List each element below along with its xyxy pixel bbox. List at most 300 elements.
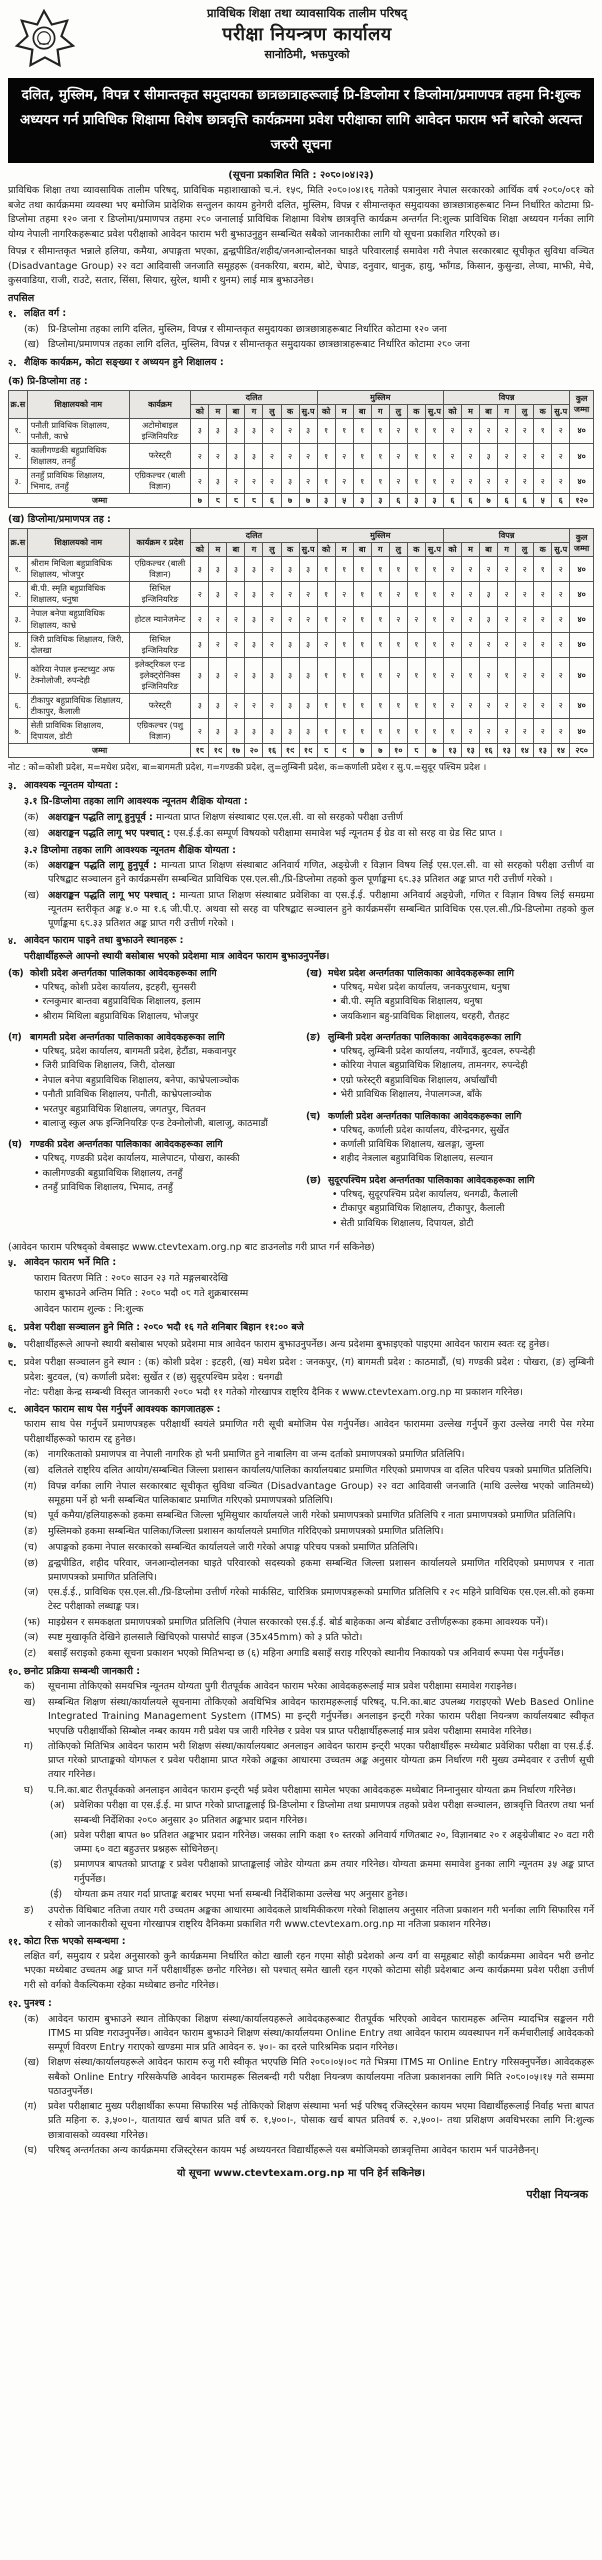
quota-cell: २	[299, 443, 317, 468]
quota-cell: १	[317, 443, 335, 468]
quota-cell: १	[498, 657, 516, 693]
item-text: उपरोक्त विधिबाट नतिजा तयार गरी उच्चतम अङ्कका आधारमा आवेदकले प्राथमिकीकरण गरेको शिक्षालय अनुसार नतिजा प्रकाशन गरी भर्नाका लागि सिफारिस गर्ने र सोको जानकारीको सूचना गोरखापत्र राष्ट्रिय दैनिकमा प्रकाशित गरी www.ctevtexam.org.np मा नतिजा प्रकाशन गरिनेछ।	[48, 1904, 594, 1930]
quota-cell: २	[516, 557, 534, 582]
item-text: माइग्रेसन र समकक्षता प्रमाणपत्रको प्रमाणित प्रतिलिपि (नेपाल सरकारको एस.ई.ई. बोर्ड बाहेकका अन्य बोर्डबाट उत्तीर्णहरूका हकमा आवश्यक पर्ने)।	[48, 1616, 549, 1628]
quota-cell: ३	[209, 719, 227, 744]
quota-cell: १	[407, 469, 425, 494]
tapasil-label: तपसिल	[8, 292, 35, 304]
table-header-cell: सु.प	[552, 404, 570, 418]
quota-cell: २	[281, 443, 299, 468]
section-11-text: लक्षित वर्ग, समुदाय र प्रदेश अनुसारको कुनै कार्यक्रममा निर्धारित कोटा खाली रहन गएमा सोही प्रदेशको अन्य वर्ग वा समूहबाट सोही कार्यक्रममा आवेदन भरी छनोट भएका मध्येबाट उच्चतम अङ्क प्राप्त गर्ने परीक्षार्थीहरू छनोट गरिनेछ। सो पश्चात् समेत खाली रहन गएको कोटामा सोही प्रदेशबाट अन्य कार्यक्रममा प्रवेश परीक्षा उत्तीर्ण गरी सो वर्गको वैकल्पिकमा रहेका मध्येबाट छनोट गरिनेछ।	[24, 1950, 594, 1992]
item-text: प.नि.का.बाट रीतपूर्वकको अनलाइन आवेदन फाराम इन्ट्री भई प्रवेश परीक्षामा सामेल भएका आवेदकहरू मध्येबाट निम्नानुसार योग्यता क्रम निर्धारण गरिनेछ।	[48, 1784, 576, 1796]
list-item	[24, 1631, 594, 1646]
program-cell: एग्रिकल्चर (बाली विज्ञान)	[129, 557, 191, 582]
office-name: परीक्षा नियन्त्रण कार्यालय	[222, 24, 392, 45]
quota-cell: १	[371, 607, 389, 632]
table-row: ३. नेपाल बनेपा बहुप्राविधिक शिक्षालय, काभ्रे होटल म्यानेजमेन्ट २ २ २ ३ २ २ २ १ २ १ १ २ २ १ २ २ ३ २ २ २ २ ४०	[9, 607, 594, 632]
quota-cell: २	[498, 557, 516, 582]
table-header-cell: विपन्न	[443, 529, 569, 543]
quota-cell: ३	[480, 582, 498, 607]
table-header-cell: बा	[480, 543, 498, 557]
item-label: ङ)	[24, 1904, 34, 1916]
item-label: (क)	[24, 2013, 39, 2025]
item-label: (ज)	[24, 1587, 39, 1599]
quota-cell: २	[498, 693, 516, 718]
quota-cell: २	[389, 469, 407, 494]
list-item	[24, 1557, 594, 1586]
quota-cell: ३	[299, 657, 317, 693]
school-name-cell: पनौती प्राविधिक शिक्षालय, पनौती, काभ्रे	[27, 418, 129, 443]
item-text: प्रवेश परीक्षाबाट मुख्य परीक्षार्थीका रूपमा सिफारिस भई तोकिएको शिक्षण संस्थामा भर्ना भई परिषद् रजिस्ट्रेसन कायम भएमा विद्यार्थीहरूलाई निर्वाह भत्ता बापत प्रति महिना रु. ३,५००।-, यातायात खर्च बापत प्रति वर्ष रु. १,५००।-, पोसाक खर्च बापत प्रतिवर्ष रु. २,५००।- तथा प्रशिक्षण अवधिभरका लागि नि:शुल्क छात्रावासको व्यवस्था गरिनेछ।	[48, 2101, 594, 2141]
quota-cell: ३	[245, 443, 263, 468]
item-text: सूचनामा तोकिएको समयभित्र न्यूनतम योग्यता पुगी रीतपूर्वक आवेदन फाराम भरेका आवेदकहरूलाई मात्र प्रवेश परीक्षामा समावेश गराइनेछ।	[48, 1681, 517, 1693]
quota-cell: २	[461, 443, 479, 468]
quota-cell: २	[516, 719, 534, 744]
section-9-title: आवेदन फाराम साथ पेस गर्नुपर्ने आवश्यक कागजातहरू :	[24, 1404, 221, 1416]
table-header-cell: सु.प	[299, 543, 317, 557]
province-location-list	[306, 981, 594, 1024]
quota-cell: १	[389, 693, 407, 718]
quota-cell: १	[425, 607, 443, 632]
location-item: • रत्नकुमार बान्तवा बहुप्राविधिक शिक्षालय, इलाम	[34, 995, 296, 1009]
table-header-cell: म	[461, 543, 479, 557]
quota-cell: २	[227, 469, 245, 494]
quota-cell: ३	[281, 719, 299, 744]
row-total-cell: ४०	[570, 557, 594, 582]
quota-cell: २	[516, 607, 534, 632]
location-item: • परिषद्, प्रदेश कार्यालय, बागमती प्रदेश, हेटौंडा, मकवानपुर	[34, 1045, 296, 1059]
table-header-cell: को	[317, 543, 335, 557]
table-total-row: जम्मा १८ १९ १७ २० १६ १९ १९ ८ ९ ७ ७ १० ८ ७ १३ १३ १६ १३ १४ १३ १४ २८०	[9, 744, 594, 758]
table-header-cell: म	[209, 543, 227, 557]
section-1-title: लक्षित वर्ग :	[24, 307, 67, 319]
quota-cell: २	[534, 693, 552, 718]
quota-cell: २	[516, 469, 534, 494]
table-header-cell: म	[335, 543, 353, 557]
quota-cell: २	[443, 469, 461, 494]
quota-cell: १	[534, 557, 552, 582]
province-location-list	[306, 1188, 594, 1231]
quota-cell: २	[191, 719, 209, 744]
table-row: २. कालीगण्डकी बहुप्राविधिक शिक्षालय, तनहुँ फरेस्ट्री २ २ ३ ३ २ २ २ १ २ १ १ २ १ १ २ २ ३ २ २ २ २ ४०	[9, 443, 594, 468]
quota-cell: १	[425, 693, 443, 718]
quota-cell: ३	[227, 557, 245, 582]
table-header-cell: क	[534, 404, 552, 418]
row-total-cell: ४०	[570, 443, 594, 468]
quota-cell: २	[443, 607, 461, 632]
province-block	[306, 1174, 594, 1231]
location-item: • पनौती प्राविधिक शिक्षालय, पनौती, काभ्रेपलाञ्चोक	[34, 1088, 296, 1102]
section-12-number: १२.	[8, 1998, 22, 2010]
quota-cell: १	[335, 693, 353, 718]
item-text: अक्षराङ्कन पद्धति लागू हुनुपूर्व : मान्यता प्राप्त शिक्षण संस्थाबाट अनिवार्य गणित, अङ्ग्रेजी र विज्ञान विषय लिई एस.एल.सी. वा सो सरहको परीक्षा उत्तीर्ण वा परिषद्बाट सञ्चालन हुने कार्यक्रमसँग सम्बन्धित प्राविधिक एस.एल.सी./प्रि-डिप्लोमा तहको कुल पूर्णाङ्कमा ६८.३३ प्रतिशत अङ्क प्राप्त गरी उत्तीर्ण गरेको ।	[48, 860, 594, 886]
quota-cell: २	[552, 632, 570, 657]
table-header-cell: बा	[227, 543, 245, 557]
province-location-list	[306, 1124, 594, 1167]
quota-cell: २	[461, 418, 479, 443]
section-8-text: प्रवेश परीक्षा सञ्चालन हुने स्थान : (क) कोशी प्रदेश : इटहरी, (ख) मधेश प्रदेश : जनकपुर, (ग) बागमती प्रदेश : काठमाडौं, (घ) गण्डकी प्रदेश : पोखरा, (ङ) लुम्बिनी प्रदेश: बुटवल, (च) कर्णाली प्रदेश: सुर्खेत र (छ) सुदूरपश्चिम प्रदेश : धनगढी	[24, 1357, 594, 1383]
quota-cell: ३	[245, 607, 263, 632]
province-heading: (ग) बागमती प्रदेश अन्तर्गतका पालिकाका आवेदकहरूका लागि	[8, 1032, 225, 1044]
table-header-cell: म	[335, 404, 353, 418]
school-name-cell: कालीगण्डकी बहुप्राविधिक शिक्षालय, तनहुँ	[27, 443, 129, 468]
item-label: (ख)	[24, 339, 40, 351]
item-label: (ङ)	[24, 1526, 38, 1538]
quota-cell: २	[389, 582, 407, 607]
list-item	[24, 859, 594, 888]
quota-cell: १	[335, 657, 353, 693]
quota-cell: २	[498, 632, 516, 657]
section-11	[8, 1935, 594, 1994]
sub-list-item: (आ) प्रवेश परीक्षा बापत ७० प्रतिशत अङ्कभार प्रदान गरिनेछ। जसका लागि कक्षा १० स्तरको अनिवार्य गणितबाट २०, विज्ञानबाट २० र अङ्ग्रेजीबाट २० वटा गरी जम्मा ६० वटा बहुउत्तर प्रश्नहरू सोधिनेछन्।	[50, 1829, 594, 1856]
pre-diploma-quota-table	[8, 390, 594, 508]
quota-cell: १	[335, 418, 353, 443]
quota-cell: ३	[281, 469, 299, 494]
quota-cell: २	[263, 418, 281, 443]
row-total-cell: ४०	[570, 418, 594, 443]
quota-cell: २	[191, 469, 209, 494]
row-total-cell: ४०	[570, 657, 594, 693]
province-column-right	[306, 967, 594, 1238]
quota-cell: ३	[227, 443, 245, 468]
table-header-cell: लु	[516, 404, 534, 418]
list-item	[24, 2100, 594, 2143]
table-header-cell: बा	[353, 404, 371, 418]
table-header-cell: क	[281, 404, 299, 418]
quota-cell: ३	[245, 582, 263, 607]
table-row: ३. तनहुँ प्राविधिक शिक्षालय, भिमाद, तनहुँ एग्रिकल्चर (बाली विज्ञान) २ ३ २ २ २ ३ २ १ २ १ १ २ १ १ २ २ २ २ २ २ २ ४०	[9, 469, 594, 494]
school-name-cell: नेपाल बनेपा बहुप्राविधिक शिक्षालय, काभ्रे	[27, 607, 129, 632]
list-item	[24, 1680, 594, 1695]
item-text: अक्षराङ्कन पद्धति लागू हुनुपूर्व : मान्यता प्राप्त शिक्षण संस्थाबाट एस.एल.सी. वा सो सरहको परीक्षा उत्तीर्ण	[48, 812, 403, 824]
location-item: • टीकापुर बहुप्राविधिक शिक्षालय, टीकापुर, कैलाली	[332, 1202, 594, 1216]
item-label: (ख)	[24, 827, 40, 839]
row-total-cell: ४०	[570, 582, 594, 607]
quota-cell: ३	[281, 657, 299, 693]
table-header-cell: कुल जम्मा	[570, 390, 594, 418]
section-3-1-items	[24, 811, 594, 841]
section-12-items	[24, 2013, 594, 2159]
sub-list-item: (ई) योग्यता क्रम तयार गर्दा प्राप्ताङ्क बराबर भएमा भर्ना सम्बन्धी निर्देशिकामा उल्लेख भए अनुसार हुनेछ।	[50, 1888, 408, 1900]
table-row: १. पनौती प्राविधिक शिक्षालय, पनौती, काभ्रे अटोमोबाइल इन्जिनियरिङ ३ ३ ३ ३ २ २ ३ १ १ १ १ २ १ १ २ २ २ २ २ १ २ ४०	[9, 418, 594, 443]
quota-cell: २	[461, 607, 479, 632]
list-item	[24, 2056, 594, 2099]
table-header-cell: क	[407, 543, 425, 557]
quota-cell: २	[209, 443, 227, 468]
quota-cell: १	[407, 657, 425, 693]
quota-cell: २	[552, 443, 570, 468]
quota-cell: १	[317, 719, 335, 744]
quota-cell: ३	[191, 557, 209, 582]
list-item	[24, 1541, 594, 1556]
table-header-cell: ग	[245, 543, 263, 557]
section-5-lines	[24, 1271, 594, 1318]
quota-cell: २	[263, 607, 281, 632]
school-name-cell: श्रीराम मिथिला बहुप्राविधिक शिक्षालय, भोजपुर	[27, 557, 129, 582]
location-item: • तनहुँ प्राविधिक शिक्षालय, भिमाद, तनहुँ	[34, 1181, 296, 1195]
table-header-cell: क	[534, 543, 552, 557]
quota-cell: ३	[245, 557, 263, 582]
quota-cell: २	[227, 657, 245, 693]
table-header-cell: क्र.स	[9, 529, 28, 557]
quota-cell: १	[461, 657, 479, 693]
table-row: ४. जिरी प्राविधिक शिक्षालय, जिरी, दोलखा सिभिल इन्जिनियरिङ ३ २ २ ३ २ ३ ३ २ १ १ १ १ १ १ २ २ २ २ २ २ २ ४०	[9, 632, 594, 657]
table-b-caption: (ख) डिप्लोमा/प्रमाणपत्र तह :	[8, 514, 111, 526]
province-location-list	[306, 1045, 594, 1103]
section-8-note: नोट: परीक्षा केन्द्र सम्बन्धी विस्तृत जानकारी २०८० भदौ ११ गतेको गोरखापत्र राष्ट्रिय दैनिक र www.ctevtexam.org.np मा प्रकाशन गरिनेछ।	[24, 1386, 523, 1398]
quota-cell: १	[317, 582, 335, 607]
quota-cell: ३	[191, 632, 209, 657]
sub-list-item: (अ) प्रवेशिका परीक्षा वा एस.ई.ई. मा प्राप्त गरेको प्राप्ताङ्कलाई प्रि-डिप्लोमा र डिप्लोमा तथा प्रमाणपत्र तहको प्रवेश परीक्षा सञ्चालन, छात्रवृत्ति वितरण तथा भर्ना सम्बन्धी निर्देशिका २०८० अनुसार ३० प्रतिशत अङ्कभार प्रदान गरिनेछ।	[50, 1800, 594, 1826]
quota-cell: २	[263, 632, 281, 657]
item-text: प्रि-डिप्लोमा तहका लागि दलित, मुस्लिम, विपन्न र सीमान्तकृत समुदायका छात्रछात्राहरूबाट निर्धारित कोटामा १२० जना	[48, 323, 447, 335]
list-item	[24, 1448, 594, 1463]
quota-cell: ३	[191, 657, 209, 693]
quota-cell: २	[443, 582, 461, 607]
list-item	[24, 1509, 594, 1524]
section-5-title: आवेदन फाराम भर्ने मिति :	[24, 1256, 117, 1268]
sub-list-item: (इ) प्रमाणपत्र बापतको प्राप्ताङ्क र प्रवेश परीक्षाको प्राप्ताङ्कलाई जोडेर योग्यता क्रम तयार गरिनेछ। योग्यता क्रममा समावेश हुनका लागि न्यूनतम ३५ अङ्क प्राप्त गर्नुपर्नेछ।	[50, 1859, 594, 1885]
quota-cell: १	[353, 607, 371, 632]
item-label: (ट)	[24, 1647, 37, 1659]
item-label: (घ)	[24, 2144, 38, 2156]
item-label: (छ)	[24, 1557, 39, 1569]
quota-cell: १	[317, 693, 335, 718]
quota-cell: २	[263, 582, 281, 607]
quota-cell: १	[353, 632, 371, 657]
program-cell: एग्रिकल्चर (बाली विज्ञान)	[129, 469, 191, 494]
item-text: स्पष्ट मुखाकृति देखिने हालसालै खिचिएको पासपोर्ट साइज (35x45mm) को ३ प्रति फोटो।	[48, 1632, 363, 1644]
table-header-cell: बा	[353, 543, 371, 557]
letterhead	[8, 6, 594, 74]
item-label: घ)	[24, 1784, 34, 1796]
signature-exam-controller: परीक्षा नियन्त्रक	[526, 2187, 588, 2201]
section-2-title: शैक्षिक कार्यक्रम, कोटा सङ्ख्या र अध्ययन हुने शिक्षालय :	[24, 357, 224, 369]
quota-cell: २	[227, 693, 245, 718]
intro-paragraph-2: विपन्न र सीमान्तकृत भन्नाले हलिया, कमैया, अपाङ्गता भएका, द्वन्द्वपीडित/शहीद/जनआन्दोलनका घाइते परिवारलाई समावेश गरी नेपाल सरकारबाट सूचीकृत सुविधा वञ्चित (Disadvantage Group) २२ वटा आदिवासी जनजाति समूहहरू (वनकरिया, बराम, बोटे, चेपाङ, दनुवार, धानुक, हायु, झाँगड, किसान, कुसुन्डा, लेप्चा, माझी, मेचे, कुसवाडिया, राजी, राउटे, सतार, सिंसा, सियार, सुरेल, थामी र थुनम) लाई मात्र बुझाउनेछ।	[8, 245, 594, 287]
school-name-cell: सेती प्राविधिक शिक्षालय, दिपायल, डोटी	[27, 719, 129, 744]
quota-cell: २	[263, 469, 281, 494]
quota-cell: २	[552, 582, 570, 607]
table-header-cell: को	[317, 404, 335, 418]
location-item: • परिषद्, कर्णाली प्रदेश कार्यालय, वीरेन्द्रनगर, सुर्खेत	[332, 1124, 594, 1138]
quota-cell: ३	[299, 693, 317, 718]
quota-cell: १	[353, 657, 371, 693]
section-3	[8, 779, 594, 932]
table-row: ६. टीकापुर बहुप्राविधिक शिक्षालय, टीकापुर, कैलाली फरेस्ट्री ३ ३ २ २ २ ३ ३ १ १ १ १ १ १ १ २ २ २ २ २ २ २ ४०	[9, 693, 594, 718]
quota-cell: २	[498, 607, 516, 632]
table-header-cell: बा	[480, 404, 498, 418]
quota-cell: ३	[245, 657, 263, 693]
quota-cell: २	[461, 469, 479, 494]
school-name-cell: कोरिया नेपाल इन्स्टच्युट अफ टेक्नोलोजी, रुपन्देही	[27, 657, 129, 693]
quota-cell: ३	[299, 557, 317, 582]
quota-cell: १	[317, 469, 335, 494]
table-header-cell: सु.प	[299, 404, 317, 418]
school-name-cell: टीकापुर बहुप्राविधिक शिक्षालय, टीकापुर, कैलाली	[27, 693, 129, 718]
table-row: ५. कोरिया नेपाल इन्स्टच्युट अफ टेक्नोलोजी, रुपन्देही इलेक्ट्रिकल एन्ड इलेक्ट्रोनिक्स इन्जिनियरिङ ३ ३ २ ३ ३ ३ ३ १ १ १ १ २ १ १ २ १ २ १ २ २ २ ४०	[9, 657, 594, 693]
section-3-2-title: ३.२ डिप्लोमा तहका लागि आवश्यक न्यूनतम शैक्षिक योग्यता :	[24, 844, 236, 856]
form-date-line: फाराम वितरण मिति : २०८० साउन २३ गते मङ्गलबारदेखि	[34, 1272, 229, 1284]
quota-cell: १	[371, 557, 389, 582]
quota-cell: २	[480, 632, 498, 657]
table-note: नोट : को=कोशी प्रदेश, म=मधेश प्रदेश, बा=बागमती प्रदेश, ग=गण्डकी प्रदेश, लु=लुम्बिनी प्रदेश, क=कर्णाली प्रदेश र सु.प.=सुदूर पश्चिम प्रदेश ।	[8, 763, 487, 774]
section-10	[8, 1665, 594, 1932]
section-12-title: पुनश्च :	[24, 1997, 52, 2009]
item-text: मुस्लिमको हकमा सम्बन्धित पालिका/जिल्ला प्रशासन कार्यालयले प्रमाणित गरिदिएको प्रमाणपत्रको प्रमाणित प्रतिलिपि।	[48, 1526, 444, 1538]
quota-cell: ३	[209, 469, 227, 494]
table-header-cell: कुल जम्मा	[570, 529, 594, 557]
quota-cell: १	[353, 582, 371, 607]
quota-cell: २	[552, 418, 570, 443]
quota-cell: २	[534, 657, 552, 693]
table-header-cell: को	[191, 543, 209, 557]
office-location: सानोठिमी, भक्तपुरको	[264, 48, 350, 61]
quota-cell: १	[353, 557, 371, 582]
quota-cell: १	[425, 443, 443, 468]
item-bold-lead: अक्षराङ्कन पद्धति लागू भए पश्चात् :	[48, 827, 174, 839]
quota-cell: २	[227, 607, 245, 632]
table-header-cell: म	[209, 404, 227, 418]
published-date: (सूचना प्रकाशित मिति : २०८०।०४।२३)	[228, 169, 374, 181]
program-cell: होटल म्यानेजमेन्ट	[129, 607, 191, 632]
section-11-number: ११.	[8, 1937, 22, 1949]
quota-cell: ३	[281, 557, 299, 582]
table-header-cell: विपन्न	[443, 390, 569, 404]
program-cell: फरेस्ट्री	[129, 693, 191, 718]
location-item: • परिषद्, लुम्बिनी प्रदेश कार्यालय, नयाँगाउँ, बुटवल, रुपन्देही	[332, 1045, 594, 1059]
quota-cell: १	[425, 719, 443, 744]
location-item: • परिषद्, सुदूरपश्चिम प्रदेश कार्यालय, धनगढी, कैलाली	[332, 1188, 594, 1202]
program-cell: एग्रिकल्चर (पशु विज्ञान)	[129, 719, 191, 744]
table-header-cell: सु.प	[552, 543, 570, 557]
table-total-row: जम्मा ७ ८ ८ ८ ६ ७ ७ ३ ५ ३ ३ ६ ३ ३ ६ ६ ७ ६ ६ ५ ६ १२०	[9, 494, 594, 508]
notice-title-banner: दलित, मुस्लिम, विपन्न र सीमान्तकृत समुदायका छात्रछात्राहरूलाई प्रि-डिप्लोमा र डिप्लोमा/प्रमाणपत्र तहमा नि:शुल्क अध्ययन गर्न प्राविधिक शिक्षामा विशेष छात्रवृत्ति कार्यक्रममा प्रवेश परीक्षाका लागि आवेदन फाराम भर्ने बारेको अत्यन्त जरुरी सूचना	[8, 78, 594, 163]
quota-cell: ३	[209, 557, 227, 582]
quota-cell: २	[443, 693, 461, 718]
table-header-cell: दलित	[191, 529, 317, 543]
list-item	[24, 1464, 594, 1479]
quota-cell: २	[407, 607, 425, 632]
quota-cell: ३	[227, 418, 245, 443]
section-1-number: १.	[8, 308, 17, 320]
location-item: • बी.पी. स्मृति बहुप्राविधिक शिक्षालय, धनुषा	[332, 995, 594, 1009]
item-label: ग)	[24, 1740, 34, 1752]
table-header-cell: लु	[263, 404, 281, 418]
quota-cell: ३	[227, 719, 245, 744]
program-cell: अटोमोबाइल इन्जिनियरिङ	[129, 418, 191, 443]
item-text: परिषद् अन्तर्गतका अन्य कार्यक्रममा रजिस्ट्रेसन कायम भई अध्ययनरत विद्यार्थीहरूले यस बमोजिमको छात्रवृत्तिमा आवेदन फाराम भर्न पाउनेछैनन्।	[48, 2144, 539, 2156]
quota-cell: २	[534, 719, 552, 744]
intro-paragraph-1: प्राविधिक शिक्षा तथा व्यावसायिक तालीम परिषद्, प्राविधिक महाशाखाको च.नं. १५९, मिति २०८०।०४।१६ गतेको पत्रानुसार नेपाल सरकारको आर्थिक वर्ष २०८०/०८१ को बजेट तथा कार्यक्रममा व्यवस्था भए बमोजिम प्रादेशिक सन्तुलन कायम हुनेगरी दलित, मुस्लिम, विपन्न र सीमान्तकृत समुदायका छात्रछात्राहरूबाट निम्न निर्धारित कोटामा प्रि-डिप्लोमा तहमा १२० जना र डिप्लोमा/प्रमाणपत्र तहमा २८० जनालाई प्राविधिक शिक्षामा विशेष छात्रवृत्ति कार्यक्रम अन्तर्गत नि:शुल्क प्राविधिक शिक्षा अध्ययन गर्नका लागि योग्य नेपाली नागरिकहरूबाट प्रवेश परीक्षाको आवेदन फाराम भरी बुझाउनुहुन सम्बन्धित सबैको जानकारीका लागि यो सूचना प्रकाशित गरिएको छ।	[8, 184, 594, 241]
quota-cell: १	[335, 557, 353, 582]
location-item: • जिरी प्राविधिक शिक्षालय, जिरी, दोलखा	[34, 1059, 296, 1073]
quota-cell: २	[516, 693, 534, 718]
quota-cell: ३	[191, 418, 209, 443]
ctevt-logo-icon	[8, 6, 80, 74]
quota-cell: २	[461, 582, 479, 607]
quota-cell: २	[498, 582, 516, 607]
school-name-cell: बी.पी. स्मृति बहुप्राविधिक शिक्षालय, धनुषा	[27, 582, 129, 607]
section-9-number: ९.	[8, 1405, 17, 1417]
quota-cell: २	[191, 582, 209, 607]
item-text: विपन्न वर्गका लागि नेपाल सरकारबाट सूचीकृत सुविधा वञ्चित (Disadvantage Group) २२ वटा आदिवासी जनजाति (माथि उल्लेख भएको जातिमध्ये) समूहमा पर्ने हो भनी सम्बन्धित पालिकाबाट प्रमाणित गरिएको प्रमाणपत्रको प्रतिलिपि।	[48, 1480, 594, 1507]
quota-cell: ३	[209, 657, 227, 693]
quota-cell: १	[425, 582, 443, 607]
quota-cell: ३	[209, 693, 227, 718]
section-4-title: आवेदन फाराम पाइने तथा बुझाउने स्थानहरू :	[24, 935, 184, 947]
quota-cell: २	[443, 632, 461, 657]
table-row: १. श्रीराम मिथिला बहुप्राविधिक शिक्षालय, भोजपुर एग्रिकल्चर (बाली विज्ञान) ३ ३ ३ ३ २ ३ ३ १ १ १ १ १ १ १ २ २ २ २ २ १ २ ४०	[9, 557, 594, 582]
table-header-cell: क्र.स	[9, 390, 28, 418]
quota-cell: १	[371, 632, 389, 657]
quota-cell: २	[263, 557, 281, 582]
quota-cell: १	[389, 632, 407, 657]
quota-cell: १	[534, 418, 552, 443]
table-header-cell: कार्यक्रम र प्रदेश	[129, 529, 191, 557]
item-bold-lead: अक्षराङ्कन पद्धति लागू भए पश्चात् :	[48, 889, 180, 901]
province-location-list	[8, 1152, 296, 1195]
location-item: • कोरिया नेपाल बहुप्राविधिक शिक्षालय, तामनगर, रुपन्देही	[332, 1059, 594, 1073]
province-column-left	[8, 967, 296, 1238]
item-label: (ख)	[24, 2057, 40, 2069]
quota-cell: २	[498, 719, 516, 744]
location-item: • भरतपुर बहुप्राविधिक शिक्षालय, जगतपुर, चितवन	[34, 1103, 296, 1117]
quota-cell: १	[407, 632, 425, 657]
quota-cell: ३	[281, 632, 299, 657]
quota-cell: २	[480, 693, 498, 718]
section-6-number: ६.	[8, 1322, 17, 1334]
list-item	[24, 1616, 594, 1631]
item-text: तोकिएको मितिभित्र आवेदन फाराम भरी शिक्षण संस्था/कार्यालयबाट अनलाइन आवेदन फाराम इन्ट्री भएका परीक्षार्थीहरू मध्येबाट प्रवेशिका परीक्षा वा एस.ई.ई. प्राप्त गरेको प्राप्ताङ्कको योगफल र प्रवेश परीक्षामा प्राप्त गरेको अङ्कका आधारमा उच्चतम अङ्क अनुसार योग्यता क्रम निर्धारण गरी मुख्य उम्मेदवार र उत्तीर्ण सूची तयार गरिनेछ।	[48, 1740, 594, 1781]
list-item	[24, 323, 594, 338]
quota-cell: २	[552, 719, 570, 744]
quota-cell: २	[498, 443, 516, 468]
quota-cell: १	[425, 418, 443, 443]
province-locations-grid	[8, 967, 594, 1238]
quota-cell: २	[335, 469, 353, 494]
table-a-caption: (क) प्रि-डिप्लोमा तह :	[8, 375, 88, 387]
quota-cell: ३	[480, 443, 498, 468]
quota-cell: २	[480, 418, 498, 443]
province-heading: (छ) सुदूरपश्चिम प्रदेश अन्तर्गतका पालिकाका आवेदकहरूका लागि	[306, 1174, 535, 1186]
province-block	[306, 967, 594, 1024]
quota-cell: २	[461, 719, 479, 744]
item-text: नागरिकताको प्रमाणपत्र वा नेपाली नागरिक हो भनी प्रमाणित हुने नाबालिग वा जन्म दर्ताको प्रमाणपत्रको प्रमाणित प्रतिलिपि।	[48, 1449, 465, 1461]
list-item	[24, 1784, 594, 1799]
table-header-cell: सु.प	[425, 543, 443, 557]
quota-cell: २	[461, 557, 479, 582]
quota-cell: २	[498, 469, 516, 494]
table-row: २. बी.पी. स्मृति बहुप्राविधिक शिक्षालय, धनुषा सिभिल इन्जिनियरिङ २ ३ २ ३ २ २ २ १ २ १ १ २ १ १ २ २ ३ २ २ २ २ ४०	[9, 582, 594, 607]
province-block	[8, 967, 296, 1024]
program-cell: सिभिल इन्जिनियरिङ	[129, 582, 191, 607]
quota-cell: २	[443, 443, 461, 468]
quota-cell: २	[227, 632, 245, 657]
section-7	[8, 1338, 594, 1353]
quota-cell: १	[317, 607, 335, 632]
quota-cell: ३	[299, 719, 317, 744]
quota-cell: २	[299, 582, 317, 607]
table-header-cell: मुस्लिम	[317, 529, 443, 543]
item-text: एस.ई.ई., प्राविधिक एस.एल.सी./प्रि-डिप्लोमा उत्तीर्ण गरेको मार्कसिट, चारित्रिक प्रमाणपत्रहरूको प्रमाणित प्रतिलिपि र २९ महिने प्राविधिक एस.एल.सी.को हकमा टेस्ट परीक्षाको लब्धाङ्क पत्र।	[48, 1587, 594, 1613]
list-item	[24, 2013, 594, 2056]
quota-cell: १	[335, 719, 353, 744]
table-header-cell: ग	[371, 404, 389, 418]
list-item	[24, 1480, 594, 1509]
quota-cell: ३	[263, 719, 281, 744]
quota-cell: २	[534, 582, 552, 607]
